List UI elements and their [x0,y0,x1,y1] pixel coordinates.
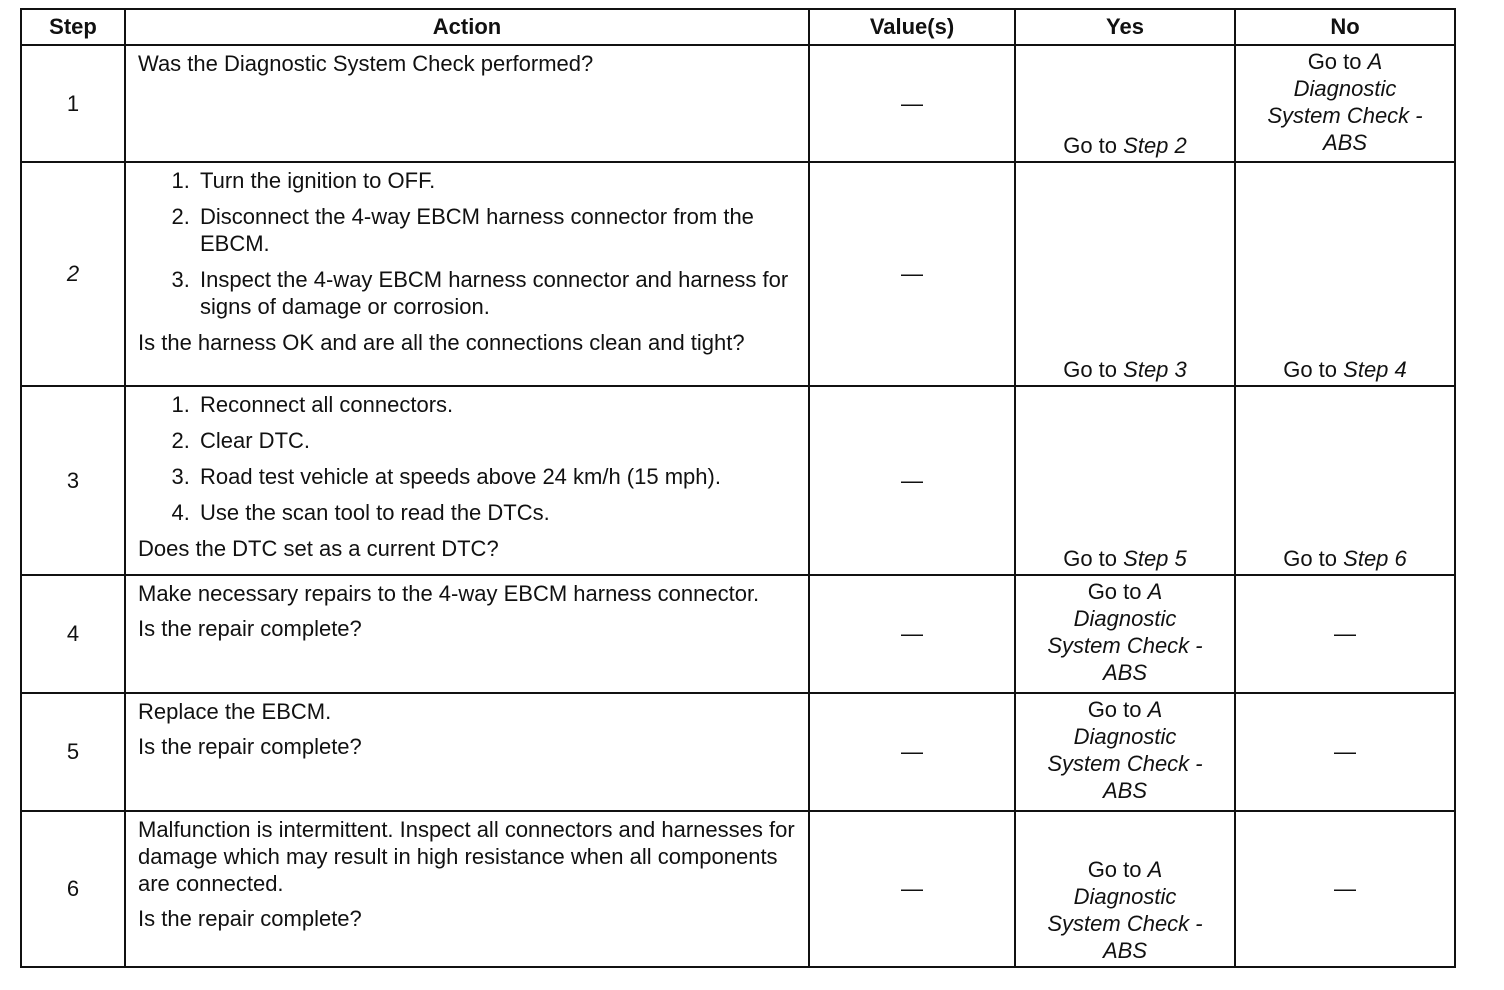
action-steps-list [138,167,798,320]
no-result-cell: — [1235,811,1455,967]
no-result-cell [1235,162,1455,386]
value-cell: — [809,386,1015,575]
goto-target-link[interactable]: A Diagnostic System Check - ABS [1047,697,1203,803]
goto-target-link[interactable]: Step 4 [1343,357,1407,382]
value-cell: — [809,162,1015,386]
header-no: No [1235,9,1455,45]
action-text: Make necessary repairs to the 4-way EBCM harness connector. [138,581,760,606]
goto-target-link[interactable]: Step 6 [1343,546,1407,571]
step-number: 5 [21,693,125,811]
action-question: Is the repair complete? [138,734,362,759]
diagnostic-table [20,8,1456,968]
action-question: Is the repair complete? [138,616,362,641]
table-row [21,693,1455,811]
action-step-item: 3. Road test vehicle at speeds above 24 km/h (15 mph). [196,463,798,490]
yes-result-cell [1015,162,1235,386]
goto-prefix: Go to [1087,857,1142,882]
action-step-item: 2. Disconnect the 4-way EBCM harness connector from the EBCM. [196,203,798,257]
goto-target-link[interactable]: Step 2 [1123,133,1187,158]
header-step: Step [21,9,125,45]
action-text: Malfunction is intermittent. Inspect all connectors and harnesses for damage which may result in high resistance when all components are connected. [138,817,795,896]
table-row [21,811,1455,967]
value-cell: — [809,811,1015,967]
step-number: 1 [21,45,125,162]
goto-target-link[interactable]: A Diagnostic System Check - ABS [1267,49,1423,155]
yes-result-cell [1015,811,1235,967]
step-number: 4 [21,575,125,693]
value-cell: — [809,45,1015,162]
no-result-cell: — [1235,693,1455,811]
goto-target-link[interactable]: Step 3 [1123,357,1187,382]
action-step-item: 2. Clear DTC. [196,427,798,454]
goto-target-link[interactable]: A Diagnostic System Check - ABS [1047,857,1203,963]
goto-prefix: Go to [1087,579,1142,604]
table-row [21,45,1455,162]
yes-result-cell [1015,45,1235,162]
goto-target-link[interactable]: Step 5 [1123,546,1187,571]
goto-prefix: Go to [1063,133,1118,158]
value-cell: — [809,575,1015,693]
step-number: 2 [21,162,125,386]
action-cell [125,386,809,575]
header-values: Value(s) [809,9,1015,45]
goto-prefix: Go to [1087,697,1142,722]
action-text: Replace the EBCM. [138,699,332,724]
table-row [21,575,1455,693]
action-step-item: 4. Use the scan tool to read the DTCs. [196,499,798,526]
header-row [21,9,1455,45]
action-cell [125,162,809,386]
goto-prefix: Go to [1063,357,1118,382]
action-question: Is the harness OK and are all the connections clean and tight? [138,330,745,355]
goto-prefix: Go to [1063,546,1118,571]
header-yes: Yes [1015,9,1235,45]
action-question: Is the repair complete? [138,906,362,931]
value-cell: — [809,693,1015,811]
action-cell [125,575,809,693]
table-row [21,162,1455,386]
table-row [21,386,1455,575]
action-steps-list [138,391,798,526]
goto-prefix: Go to [1283,546,1338,571]
action-text: Was the Diagnostic System Check performed? [138,51,594,76]
action-step-item: 1. Reconnect all connectors. [196,391,798,418]
action-cell [125,811,809,967]
goto-prefix: Go to [1307,49,1362,74]
no-result-cell: — [1235,575,1455,693]
action-step-item: 3. Inspect the 4-way EBCM harness connector and harness for signs of damage or corrosion. [196,266,798,320]
yes-result-cell [1015,386,1235,575]
goto-target-link[interactable]: A Diagnostic System Check - ABS [1047,579,1203,685]
action-question: Does the DTC set as a current DTC? [138,536,499,561]
header-action: Action [125,9,809,45]
action-step-item: 1. Turn the ignition to OFF. [196,167,798,194]
no-result-cell [1235,386,1455,575]
yes-result-cell [1015,575,1235,693]
no-result-cell [1235,45,1455,162]
action-cell [125,45,809,162]
goto-prefix: Go to [1283,357,1338,382]
yes-result-cell [1015,693,1235,811]
step-number: 3 [21,386,125,575]
step-number: 6 [21,811,125,967]
action-cell [125,693,809,811]
